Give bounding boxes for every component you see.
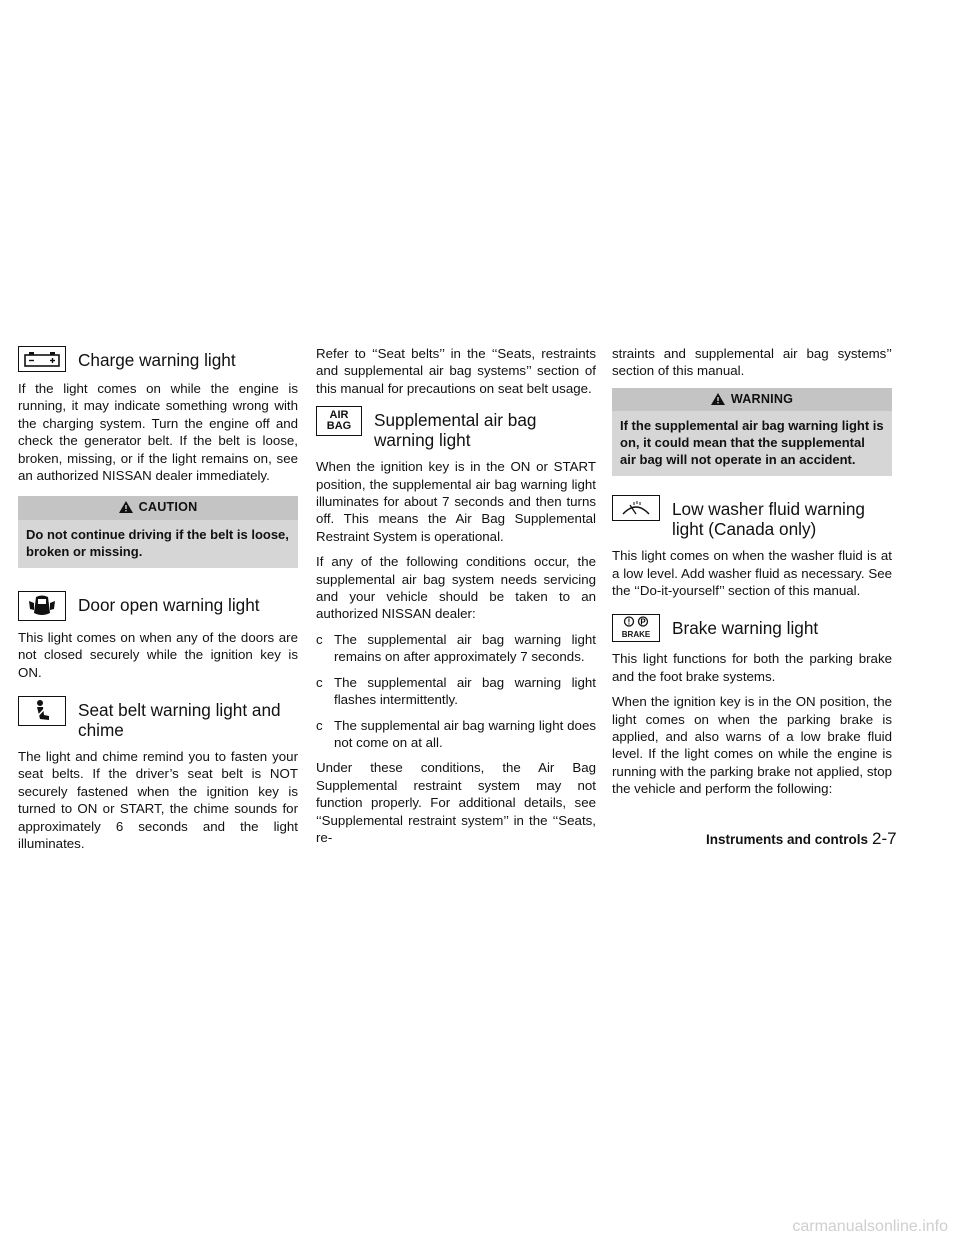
page-number: 2-7: [872, 829, 897, 848]
svg-text:!: !: [627, 617, 631, 627]
air-bag-icon: [316, 406, 362, 436]
column-3: [612, 345, 892, 806]
continued-text: straints and supplemental air bag systems’’ section of this manual.: [612, 346, 892, 379]
caution-title: CAUTION: [138, 500, 198, 515]
bullet-mark: c: [316, 674, 323, 690]
door-heading: [18, 590, 298, 621]
footer-section-title: Instruments and controls: [706, 832, 869, 847]
air-bag-icon-line1: AIR: [329, 409, 349, 422]
watermark: carmanualsonline.info: [792, 1218, 948, 1235]
seatbelt-text: The light and chime remind you to fasten your seat belts. If the driver’s seat belt is NOT securely fastened when the ignition key is turned to ON or START, the chime sounds for approximately 6 seconds and the light illuminates.: [18, 749, 298, 852]
caution-title-bar: [18, 496, 298, 519]
airbag-heading: [316, 405, 596, 450]
battery-icon: [18, 346, 66, 372]
brake-heading: [612, 613, 892, 642]
seatbelt-refer-text: Refer to ‘‘Seat belts’’ in the ‘‘Seats, restraints and supplemental air bag systems’’ section of this manual for precautions on seat belt usage.: [316, 346, 596, 396]
airbag-text-1: When the ignition key is in the ON or START position, the supplemental air bag warning light illuminates for about 7 seconds and then turns off. This means the Air Bag Supplemental Restraint System is operational.: [316, 459, 596, 544]
airbag-title: Supplemental air bag warning light: [374, 410, 537, 451]
caution-triangle-icon: [119, 501, 133, 513]
svg-text:P: P: [640, 617, 646, 627]
charge-title: Charge warning light: [78, 350, 236, 370]
door-title: Door open warning light: [78, 594, 260, 615]
brake-text-1: This light functions for both the parking brake and the foot brake systems.: [612, 651, 892, 684]
airbag-text-2: If any of the following conditions occur, the supplemental air bag system needs servicing and your vehicle should be taken to an authorized NISSAN dealer:: [316, 554, 596, 622]
seatbelt-title: Seat belt warning light and chime: [78, 700, 281, 741]
door-text: This light comes on when any of the doors are not closed securely while the ignition key is ON.: [18, 629, 298, 680]
column-1: [18, 345, 298, 861]
column-2: [316, 345, 596, 854]
charge-text: If the light comes on while the engine is running, it may indicate something wrong with the charging system. Turn the engine off and check the generator belt. If the belt is loose, broken, missing, or if the light remains on, see an authorized NISSAN dealer immediately.: [18, 381, 298, 484]
brake-text-2: When the ignition key is in the ON position, the light comes on when the parking brake is applied, and also warns of a low brake fluid level. If the light comes on while the engine is running with the parking brake not applied, stop the vehicle and perform the following:: [612, 694, 892, 797]
page-footer: [706, 829, 897, 849]
seat-belt-icon: [18, 696, 66, 726]
brake-icon: [612, 614, 660, 642]
washer-title: Low washer fluid warning light (Canada only): [672, 499, 865, 540]
warning-text: If the supplemental air bag warning light is on, it could mean that the supplemental air bag will not operate in an accident.: [620, 418, 884, 468]
warning-triangle-icon: [711, 393, 725, 405]
door-open-icon: [18, 591, 66, 621]
list-item-text: The supplemental air bag warning light does not come on at all.: [334, 717, 596, 750]
brake-icon-label: BRAKE: [621, 630, 651, 640]
washer-text: This light comes on when the washer fluid is at a low level. Add washer fluid as necessary. See the ‘‘Do-it-yourself’’ section of this manual.: [612, 548, 892, 599]
airbag-text-3: Under these conditions, the Air Bag Supplemental restraint system may not function properly. For additional details, see ‘‘Supplemental restraint system’’ in the ‘‘Seats, re-: [316, 760, 596, 845]
warning-title: WARNING: [730, 391, 794, 406]
airbag-conditions-list: [316, 631, 596, 751]
list-item-text: The supplemental air bag warning light flashes intermittently.: [334, 674, 596, 708]
bullet-mark: c: [316, 717, 323, 733]
caution-text: Do not continue driving if the belt is loose, broken or missing.: [26, 526, 289, 559]
charge-heading: [18, 345, 298, 372]
list-item: [316, 674, 596, 709]
bullet-mark: c: [316, 631, 323, 647]
seatbelt-heading: [18, 695, 298, 740]
warning-box: [612, 388, 892, 476]
list-item: [316, 717, 596, 752]
washer-fluid-icon: [612, 495, 660, 521]
list-item: [316, 631, 596, 666]
brake-title: Brake warning light: [672, 618, 819, 639]
caution-box: [18, 496, 298, 567]
brake-symbols: [619, 616, 653, 627]
air-bag-icon-line2: BAG: [326, 420, 352, 433]
washer-heading: [612, 494, 892, 539]
list-item-text: The supplemental air bag warning light remains on after approximately 7 seconds.: [334, 631, 596, 665]
warning-title-bar: [612, 388, 892, 411]
